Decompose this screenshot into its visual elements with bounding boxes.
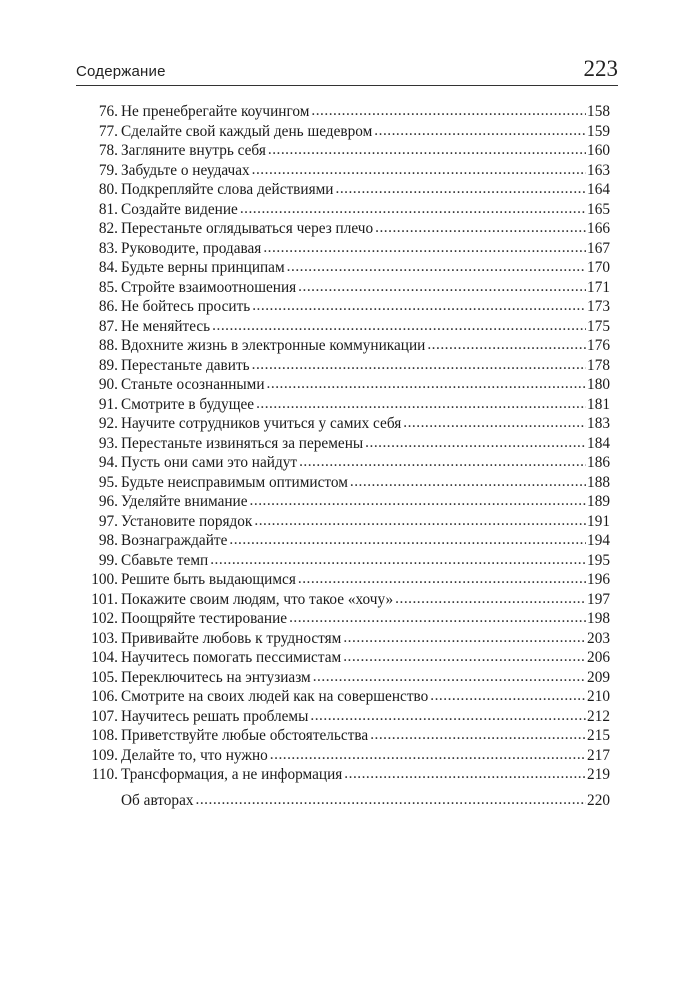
- dot-leader: [299, 452, 586, 472]
- dot-leader: [252, 160, 586, 180]
- toc-entry-page: 181: [587, 395, 610, 413]
- toc-entry: [82, 141, 610, 161]
- toc-entry-number: 88.: [98, 337, 118, 354]
- toc-entry-page: 166: [587, 220, 610, 237]
- toc-entry-page: 219: [587, 766, 610, 783]
- toc-entry: [82, 531, 610, 551]
- header-rule: [76, 85, 618, 86]
- toc-entry: [82, 453, 610, 473]
- dot-leader: [310, 706, 586, 726]
- toc-entry: [82, 590, 610, 610]
- toc-entry-title: Научитесь помогать пессимистам: [121, 649, 342, 666]
- toc-entry-page: 171: [587, 278, 610, 296]
- toc-entry-number: 89.: [98, 356, 118, 374]
- toc-entry: [82, 648, 610, 668]
- toc-entry-title: Создайте видение: [121, 200, 238, 218]
- toc-entry-title: Не меняйтесь: [121, 317, 211, 335]
- toc-entry-number: 96.: [98, 493, 118, 510]
- toc-entry-title: Научите сотрудников учиться у самих себя: [121, 415, 402, 432]
- section-title: Содержание: [76, 63, 166, 80]
- dot-leader: [343, 628, 586, 648]
- dot-leader: [254, 511, 586, 531]
- dot-leader: [311, 101, 586, 121]
- dot-leader: [212, 316, 586, 336]
- toc-entry-number: 110.: [91, 766, 118, 783]
- toc-entry-title: Приветствуйте любые обстоятельства: [121, 727, 369, 744]
- toc-entry: [82, 375, 610, 395]
- dot-leader: [268, 140, 586, 160]
- toc-entry: [82, 609, 610, 629]
- dot-leader: [343, 647, 586, 667]
- toc-entry-number: 83.: [98, 239, 118, 257]
- toc-entry-title: Пусть они сами это найдут: [121, 454, 298, 471]
- toc-entry-title: Станьте осознанными: [121, 376, 265, 393]
- dot-leader: [430, 686, 586, 706]
- dot-leader: [336, 179, 587, 199]
- toc-entry-number: 95.: [98, 473, 118, 491]
- toc-entry-page: 220: [587, 791, 610, 809]
- dot-leader: [270, 745, 586, 765]
- toc-entry-page: 175: [587, 317, 610, 335]
- dot-leader: [250, 491, 587, 511]
- toc-entry-page: 217: [587, 746, 610, 764]
- toc-entry-number: 82.: [98, 220, 118, 237]
- toc-entry-title: Делайте то, что нужно: [121, 746, 268, 764]
- toc-entry-number: 94.: [98, 454, 118, 471]
- toc-entry-page: 212: [587, 707, 610, 725]
- toc-entry-page: 203: [587, 629, 610, 647]
- toc-entry-page: 167: [587, 239, 610, 257]
- toc-entry-number: 80.: [98, 181, 118, 198]
- toc-entry-page: 197: [587, 590, 610, 608]
- toc-entry-number: 91.: [98, 395, 118, 413]
- toc-entry-page: 178: [587, 356, 610, 374]
- toc-entry: [82, 687, 610, 707]
- toc-entry: [82, 570, 610, 590]
- toc-entry-page: 160: [587, 142, 610, 159]
- dot-leader: [427, 335, 586, 355]
- toc-entry-number: 92.: [98, 415, 118, 432]
- toc-entry: [82, 200, 610, 220]
- toc-entry-page: 215: [587, 727, 610, 744]
- toc-entry-page: 186: [587, 454, 610, 471]
- toc-entry: [82, 726, 610, 746]
- toc-entry-page: 198: [587, 610, 610, 627]
- toc-entry: [82, 336, 610, 356]
- toc-entry-title: Установите порядок: [121, 512, 253, 530]
- dot-leader: [252, 296, 586, 316]
- toc-entry-page: 206: [587, 649, 610, 666]
- toc-entry-number: 93.: [98, 434, 118, 452]
- toc-entry: [82, 278, 610, 298]
- toc-entry-number: 97.: [98, 512, 118, 530]
- toc-entry: [82, 414, 610, 434]
- dot-leader: [196, 790, 587, 810]
- toc-entry: [82, 629, 610, 649]
- dot-leader: [403, 413, 586, 433]
- toc-entry: [82, 239, 610, 259]
- toc-entry-title: Смотрите на своих людей как на совершенство: [121, 688, 429, 705]
- dot-leader: [375, 218, 586, 238]
- dot-leader: [313, 667, 586, 687]
- page-number: 223: [583, 56, 618, 81]
- toc-entry-page: 180: [587, 376, 610, 393]
- toc-entry-title: Забудьте о неудачах: [121, 161, 250, 179]
- toc-entry-number: 99.: [98, 551, 118, 569]
- toc-entry-number: 79.: [98, 161, 118, 179]
- toc-entry-page: 209: [587, 668, 610, 686]
- table-of-contents: [82, 102, 610, 810]
- toc-entry-number: 86.: [98, 298, 118, 315]
- toc-entry: [82, 102, 610, 122]
- toc-entry-title: Будьте неисправимым оптимистом: [121, 473, 348, 491]
- toc-entry: [82, 122, 610, 142]
- toc-entry-number: 102.: [91, 610, 118, 627]
- toc-entry-number: 100.: [91, 571, 118, 588]
- toc-entry: [82, 746, 610, 766]
- toc-entry: [82, 317, 610, 337]
- toc-entry-number: 108.: [91, 727, 118, 744]
- running-header: [76, 56, 618, 86]
- toc-entry-title: Поощряйте тестирование: [121, 610, 288, 627]
- toc-entry-title: Решите быть выдающимся: [121, 571, 296, 588]
- toc-entry-page: 165: [587, 200, 610, 218]
- toc-entry-number: 105.: [91, 668, 118, 686]
- dot-leader: [229, 530, 586, 550]
- toc-entry-title: Покажите своим людям, что такое «хочу»: [121, 590, 394, 608]
- dot-leader: [267, 374, 587, 394]
- toc-entry-number: 77.: [98, 122, 118, 140]
- toc-entry-page: 194: [587, 532, 610, 549]
- toc-entry: [82, 492, 610, 512]
- toc-entry-number: 81.: [98, 200, 118, 218]
- toc-entry: [82, 707, 610, 727]
- toc-entry: [82, 668, 610, 688]
- toc-entry-page: 189: [587, 493, 610, 510]
- dot-leader: [395, 589, 586, 609]
- toc-entry-page: 170: [587, 259, 610, 276]
- toc-entry-page: 173: [587, 298, 610, 315]
- toc-entry-number: 76.: [98, 103, 118, 120]
- toc-entry-number: 103.: [91, 629, 118, 647]
- toc-entry-number: 107.: [91, 707, 118, 725]
- toc-entry: [82, 258, 610, 278]
- toc-entry-title: Перестаньте давить: [121, 356, 250, 374]
- toc-entry-page: 158: [587, 103, 610, 120]
- toc-entry-title: Подкрепляйте слова действиями: [121, 181, 334, 198]
- dot-leader: [210, 550, 586, 570]
- dot-leader: [298, 569, 586, 589]
- toc-entry-number: 104.: [91, 649, 118, 666]
- toc-entry-page: 164: [587, 181, 610, 198]
- dot-leader: [365, 433, 586, 453]
- toc-entry-page: 159: [587, 122, 610, 140]
- toc-entry-page: 196: [587, 571, 610, 588]
- toc-entry: [82, 219, 610, 239]
- toc-entry-title: Перестаньте оглядываться через плечо: [121, 220, 374, 237]
- toc-entry: [82, 434, 610, 454]
- toc-entry: [82, 161, 610, 181]
- toc-entry-number: 90.: [98, 376, 118, 393]
- toc-entry-page: 195: [587, 551, 610, 569]
- dot-leader: [240, 199, 586, 219]
- toc-entry-title: Уделяйте внимание: [121, 493, 248, 510]
- dot-leader: [370, 725, 586, 745]
- toc-entry-page: 184: [587, 434, 610, 452]
- dot-leader: [287, 257, 586, 277]
- toc-entry-page: 163: [587, 161, 610, 179]
- toc-entry: [82, 551, 610, 571]
- toc-entry-title: Руководите, продавая: [121, 239, 262, 257]
- toc-entry-page: 191: [587, 512, 610, 530]
- toc-entry-title: Загляните внутрь себя: [121, 142, 266, 159]
- dot-leader: [289, 608, 586, 628]
- toc-entry-title: Вознаграждайте: [121, 532, 228, 549]
- toc-entry-title: Будьте верны принципам: [121, 259, 285, 276]
- toc-entry-title: Трансформация, а не информация: [121, 766, 343, 783]
- toc-entry-title: Научитесь решать проблемы: [121, 707, 309, 725]
- toc-entry: [82, 297, 610, 317]
- toc-entry-number: 106.: [91, 688, 118, 705]
- toc-entry-number: 109.: [91, 746, 118, 764]
- toc-entry-title: Сделайте свой каждый день шедевром: [121, 122, 373, 140]
- dot-leader: [263, 238, 586, 258]
- dot-leader: [344, 764, 586, 784]
- toc-entry-title: Переключитесь на энтузиазм: [121, 668, 311, 686]
- dot-leader: [256, 394, 586, 414]
- toc-entry-number: 84.: [98, 259, 118, 276]
- toc-entry-number: 78.: [98, 142, 118, 159]
- toc-entry-page: 188: [587, 473, 610, 491]
- toc-entry-title: Прививайте любовь к трудностям: [121, 629, 342, 647]
- toc-entry-page: 176: [587, 337, 610, 354]
- toc-entry-title: Вдохните жизнь в электронные коммуникации: [121, 337, 426, 354]
- toc-entry-number: 98.: [98, 532, 118, 549]
- dot-leader: [374, 121, 586, 141]
- toc-entry-about-authors: [82, 791, 610, 811]
- toc-entry-title: Не пренебрегайте коучингом: [121, 103, 310, 120]
- toc-entry: [82, 765, 610, 785]
- toc-entry-page: 210: [587, 688, 610, 705]
- dot-leader: [350, 472, 586, 492]
- toc-entry: [82, 473, 610, 493]
- toc-entry: [82, 180, 610, 200]
- dot-leader: [298, 277, 586, 297]
- toc-entry-title: Сбавьте темп: [121, 551, 209, 569]
- toc-entry-title: Стройте взаимоотношения: [121, 278, 297, 296]
- toc-entry: [82, 512, 610, 532]
- toc-entry-title: Перестаньте извиняться за перемены: [121, 434, 364, 452]
- toc-entry-number: 101.: [91, 590, 118, 608]
- dot-leader: [252, 355, 586, 375]
- toc-entry-title: Не бойтесь просить: [121, 298, 251, 315]
- toc-entry-title: Смотрите в будущее: [121, 395, 255, 413]
- toc-entry-title: Об авторах: [121, 791, 194, 809]
- toc-entry: [82, 395, 610, 415]
- toc-entry: [82, 356, 610, 376]
- toc-entry-page: 183: [587, 415, 610, 432]
- toc-entry-number: 85.: [98, 278, 118, 296]
- toc-entry-number: 87.: [98, 317, 118, 335]
